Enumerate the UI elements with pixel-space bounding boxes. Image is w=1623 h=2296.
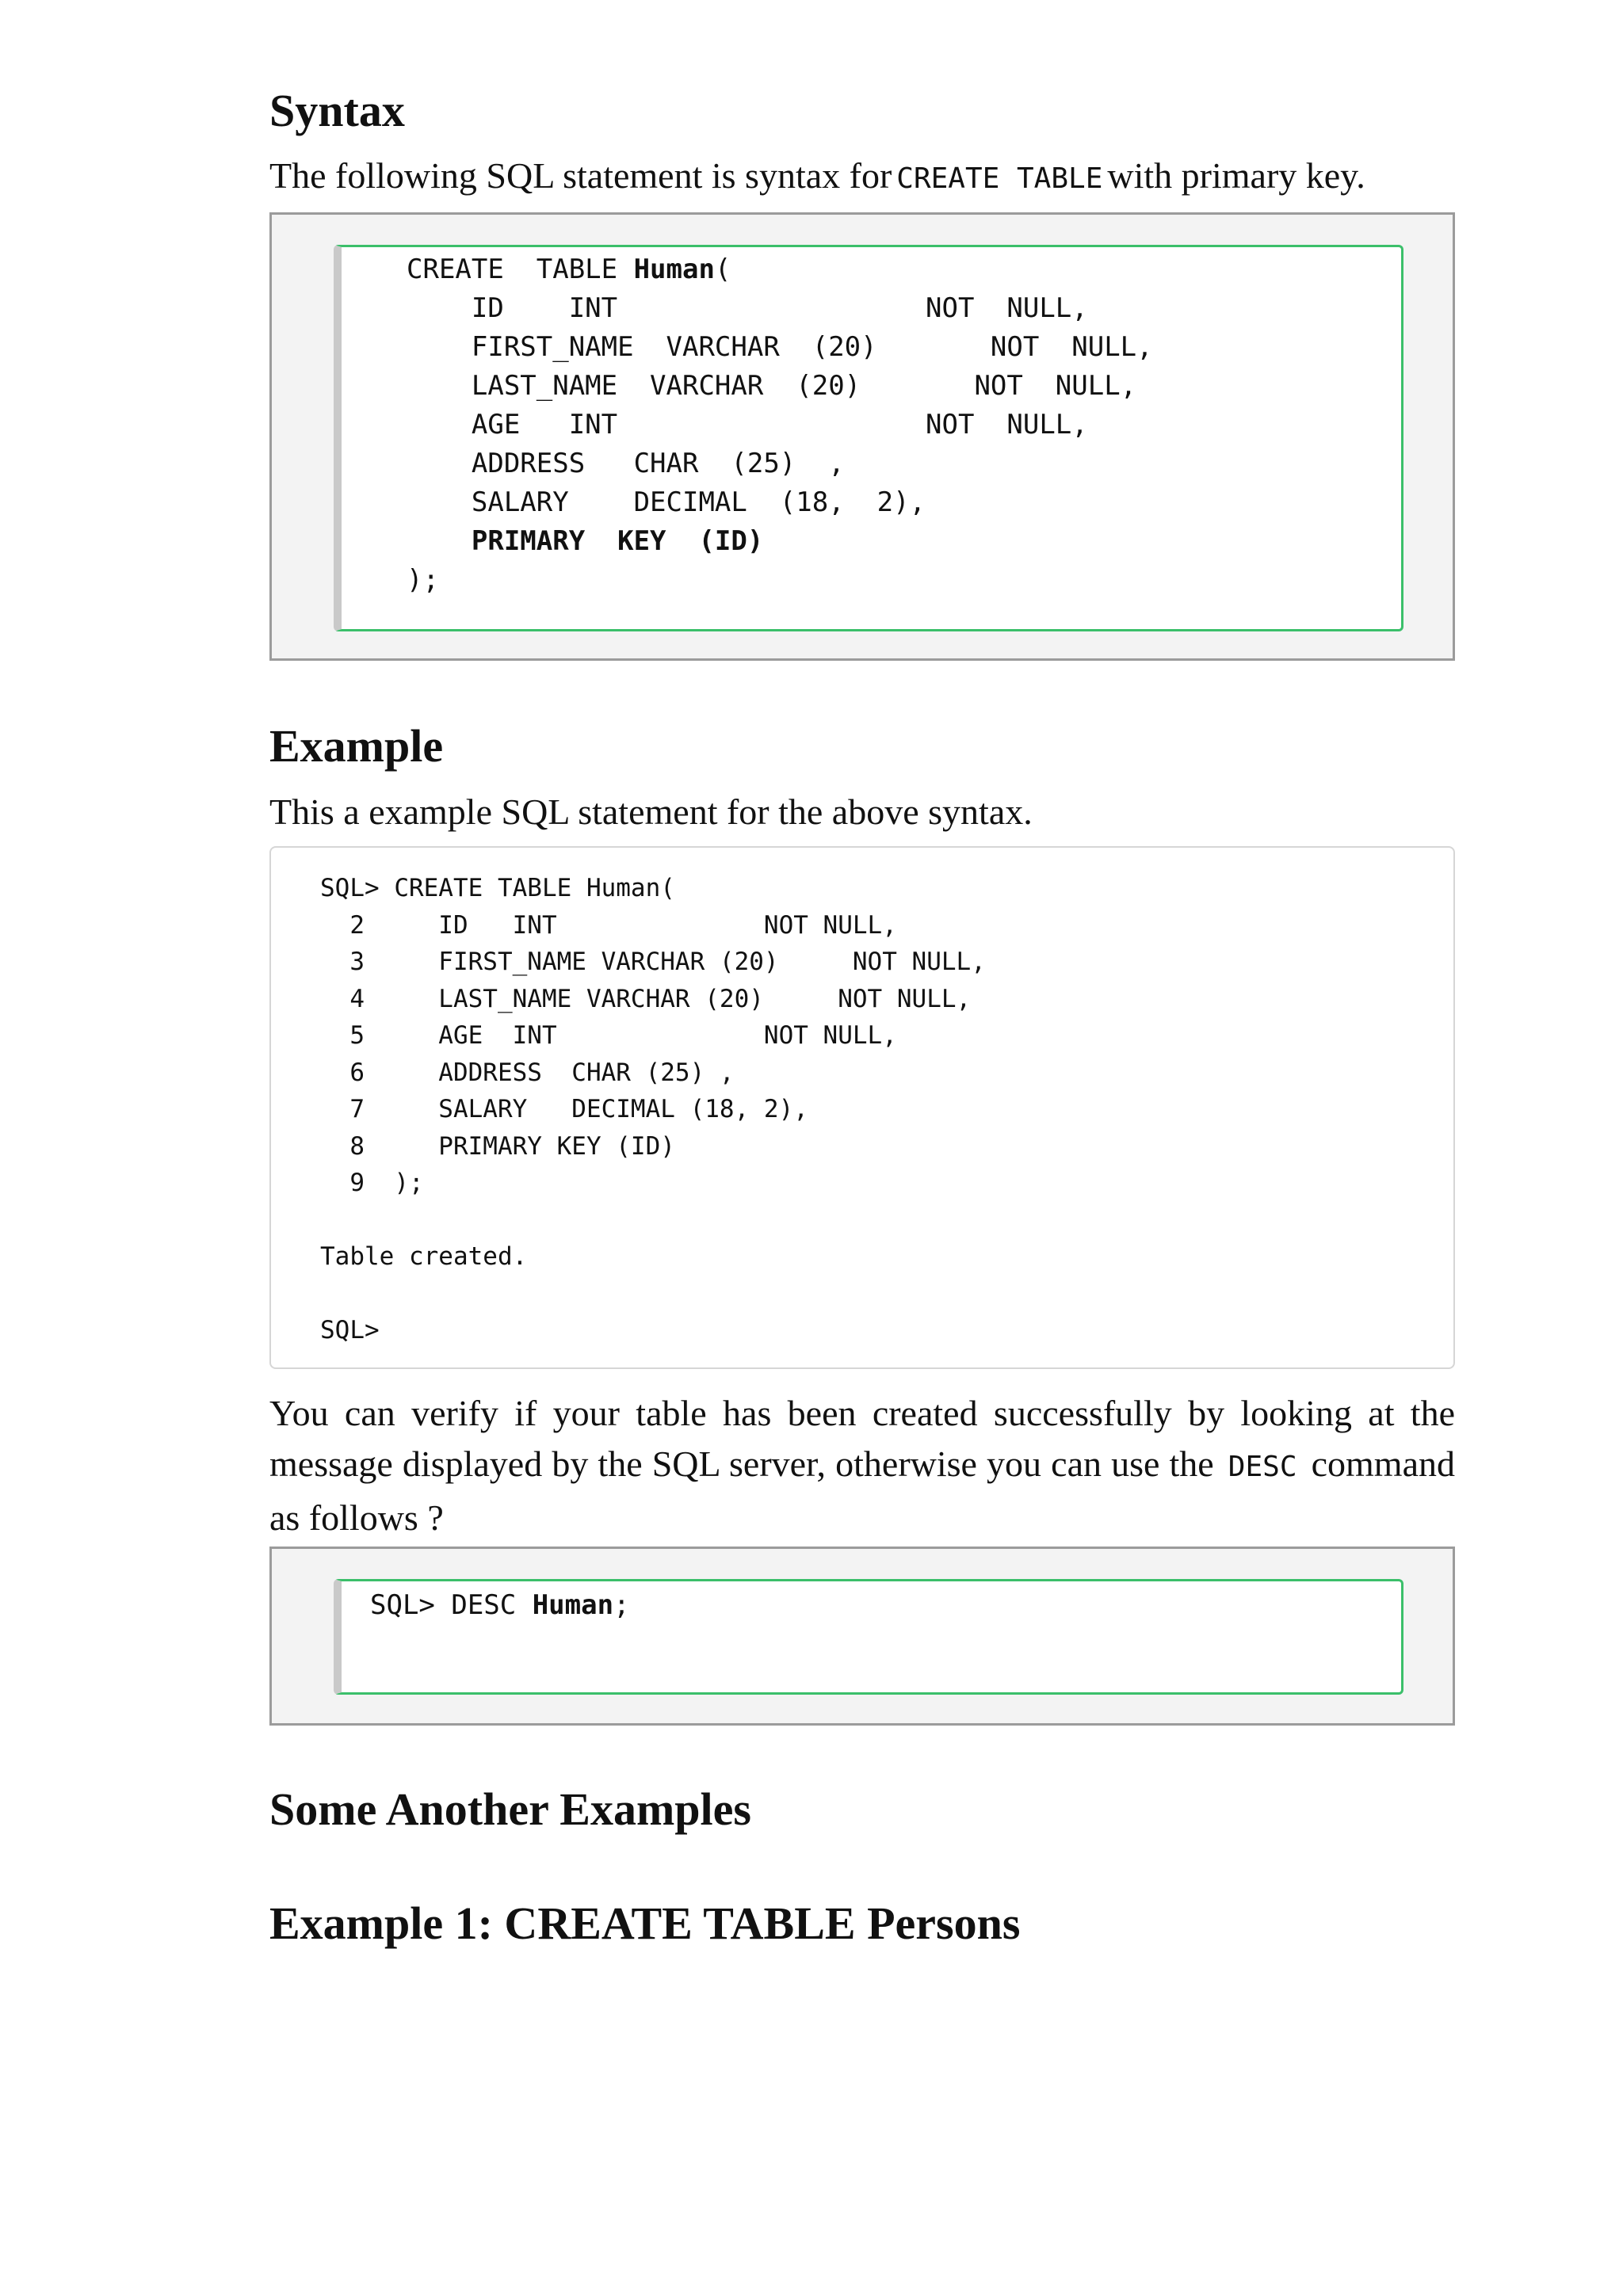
code-line-4: LAST_NAME VARCHAR (20) NOT NULL, (407, 370, 1137, 402)
syntax-code-block (334, 245, 1403, 631)
syntax-code-frame (269, 212, 1455, 661)
syntax-intro-before: The following SQL statement is syntax for (269, 155, 892, 196)
syntax-intro-code: CREATE TABLE (896, 162, 1103, 195)
syntax-intro (269, 151, 1365, 204)
code-line-8: PRIMARY KEY (ID) (471, 525, 764, 557)
code-line-1: CREATE TABLE Human( (407, 254, 731, 285)
more-examples-heading: Some Another Examples (269, 1783, 751, 1835)
code-line-2: ID INT NOT NULL, (407, 292, 1088, 324)
code-line-6: ADDRESS CHAR (25) , (407, 448, 845, 479)
example-heading: Example (269, 720, 444, 772)
verify-paragraph (269, 1388, 1455, 1543)
verify-text-before: You can verify if your table has been created successfully by looking at the message displayed by the SQL server, otherwise you can use the (269, 1393, 1455, 1484)
example-terminal-output: SQL> CREATE TABLE Human( 2 ID INT NOT NULL, 3 FIRST_NAME VARCHAR (20) NOT NULL, 4 LAST_NAME VARCHAR (20) NOT NULL, 5 AGE INT NOT NULL, 6 ADDRESS CHAR (25) , 7 SALARY DECIMAL (18, 2), 8 PRIMARY KEY (ID) 9 ); Table created. SQL> (320, 874, 986, 1344)
verify-text-after: command as follows ? (269, 1444, 1456, 1538)
code-line-9: ); (407, 564, 439, 596)
verify-code: DESC (1228, 1451, 1297, 1483)
syntax-heading: Syntax (269, 85, 405, 136)
syntax-intro-after: with primary key. (1107, 155, 1365, 196)
desc-code-frame (269, 1547, 1455, 1726)
code-line-5: AGE INT NOT NULL, (407, 409, 1088, 441)
code-line-3: FIRST_NAME VARCHAR (20) NOT NULL, (407, 331, 1153, 363)
example1-heading: Example 1: CREATE TABLE Persons (269, 1897, 1021, 1949)
code-line-7: SALARY DECIMAL (18, 2), (407, 486, 926, 518)
example-terminal (269, 846, 1455, 1369)
desc-code: SQL> DESC Human; (370, 1589, 630, 1621)
example-intro: This a example SQL statement for the above syntax. (269, 791, 1033, 832)
syntax-code (407, 250, 1153, 600)
desc-code-block (334, 1579, 1403, 1695)
